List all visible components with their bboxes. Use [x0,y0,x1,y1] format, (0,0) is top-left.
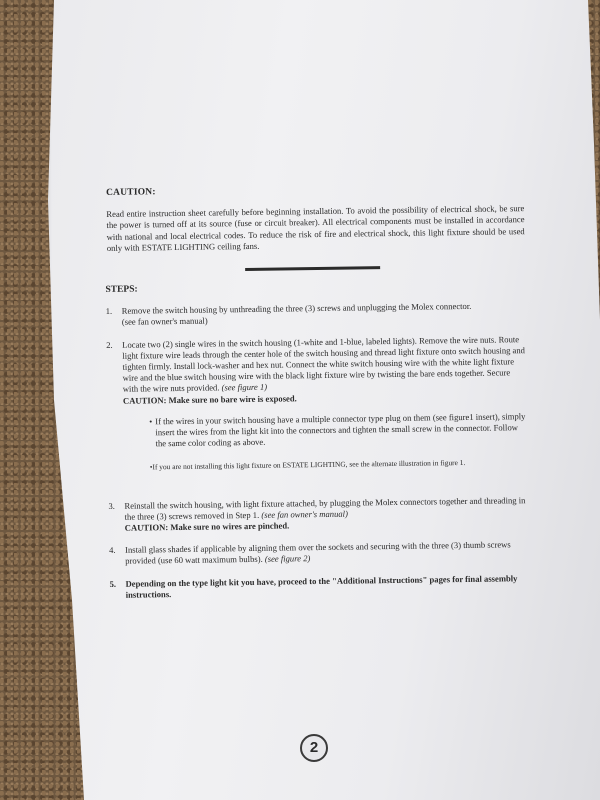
step-number: 1. [105,306,113,317]
step-2 [106,334,528,490]
step-1 [106,300,526,328]
step-number: 4. [108,545,116,556]
step-4 [109,539,529,567]
step-caution: CAUTION: Make sure no bare wire is exposed. [122,392,297,406]
caution-heading: CAUTION: [105,187,156,198]
step-caution: CAUTION: Make sure no wires are pinched. [124,520,290,533]
bullet-dot: • [149,416,153,427]
step-bullet [150,457,528,473]
steps-heading: STEPS: [105,284,138,296]
step-5 [109,573,529,601]
bullet-text: If you are not installing this light fixture on ESTATE LIGHTING, see the alternate illustration in figure 1. [152,458,466,472]
paper-fold [40,0,52,800]
step-text: Install glass shades if applicable by aligning them over the sockets and securing with the three (3) thumb screws provided (use 60 watt maximum bulbs). [124,539,511,567]
bullet-dot: • [149,462,153,472]
step-text: Depending on the type light kit you have, proceed to the "Additional Instructions" pages for final assembly instructions. [125,572,518,600]
step-number: 2. [106,339,113,350]
step-text: Locate two (2) single wires in the switch housing (1-white and 1-blue, labeled lights). Remove the wire nuts. Route light fixture wire leads through the center hole of the switch housing and thread light fixture onto switch housing and tighten firmly. Install lock-washer and hex nut. Connect the white switch housing wire with the white light fixture wire and the blue switch housing wire with the black light fixture wire by twisting the bare ends together. Secure with the wire nuts provided. [122,333,525,395]
step-text: Remove the switch housing by unthreading the three (3) screws and unplugging the Molex connector. [121,301,472,316]
step-number: 3. [108,500,115,511]
step-note: (see figure 2) [264,553,311,565]
caution-text: Read entire instruction sheet carefully before beginning installation. To avoid the possibility of electrical shock, be sure the power is turned off at its source (fuse or circuit breaker). All electrical components must be installed in accordance with national and local electrical codes. To reduce the risk of fire and electrical shock, this light fixture should be used only with ESTATE LIGHTING ceiling fans. [106,203,525,253]
step-note: (see fan owner's manual) [261,508,348,520]
step-3 [108,495,528,534]
step-bullet [149,411,527,450]
page-number: 2 [300,734,328,762]
step-number: 5. [109,578,117,589]
step-text: Reinstall the switch housing, with light fixture attached, by plugging the Molex connectors together and threading in the three (3) screws removed in Step 1. [124,494,526,522]
step-note: (see figure 1) [221,382,268,393]
bullet-text: If the wires in your switch housing have a multiple connector type plug on them (see figure1 insert), simply insert the wires from the light kit into the connectors and tighten the small screw in the connector. Follow the same color coding as above. [155,410,526,449]
instruction-content [104,182,530,612]
step-note: (see fan owner's manual) [121,315,208,328]
divider-rule [245,266,380,271]
